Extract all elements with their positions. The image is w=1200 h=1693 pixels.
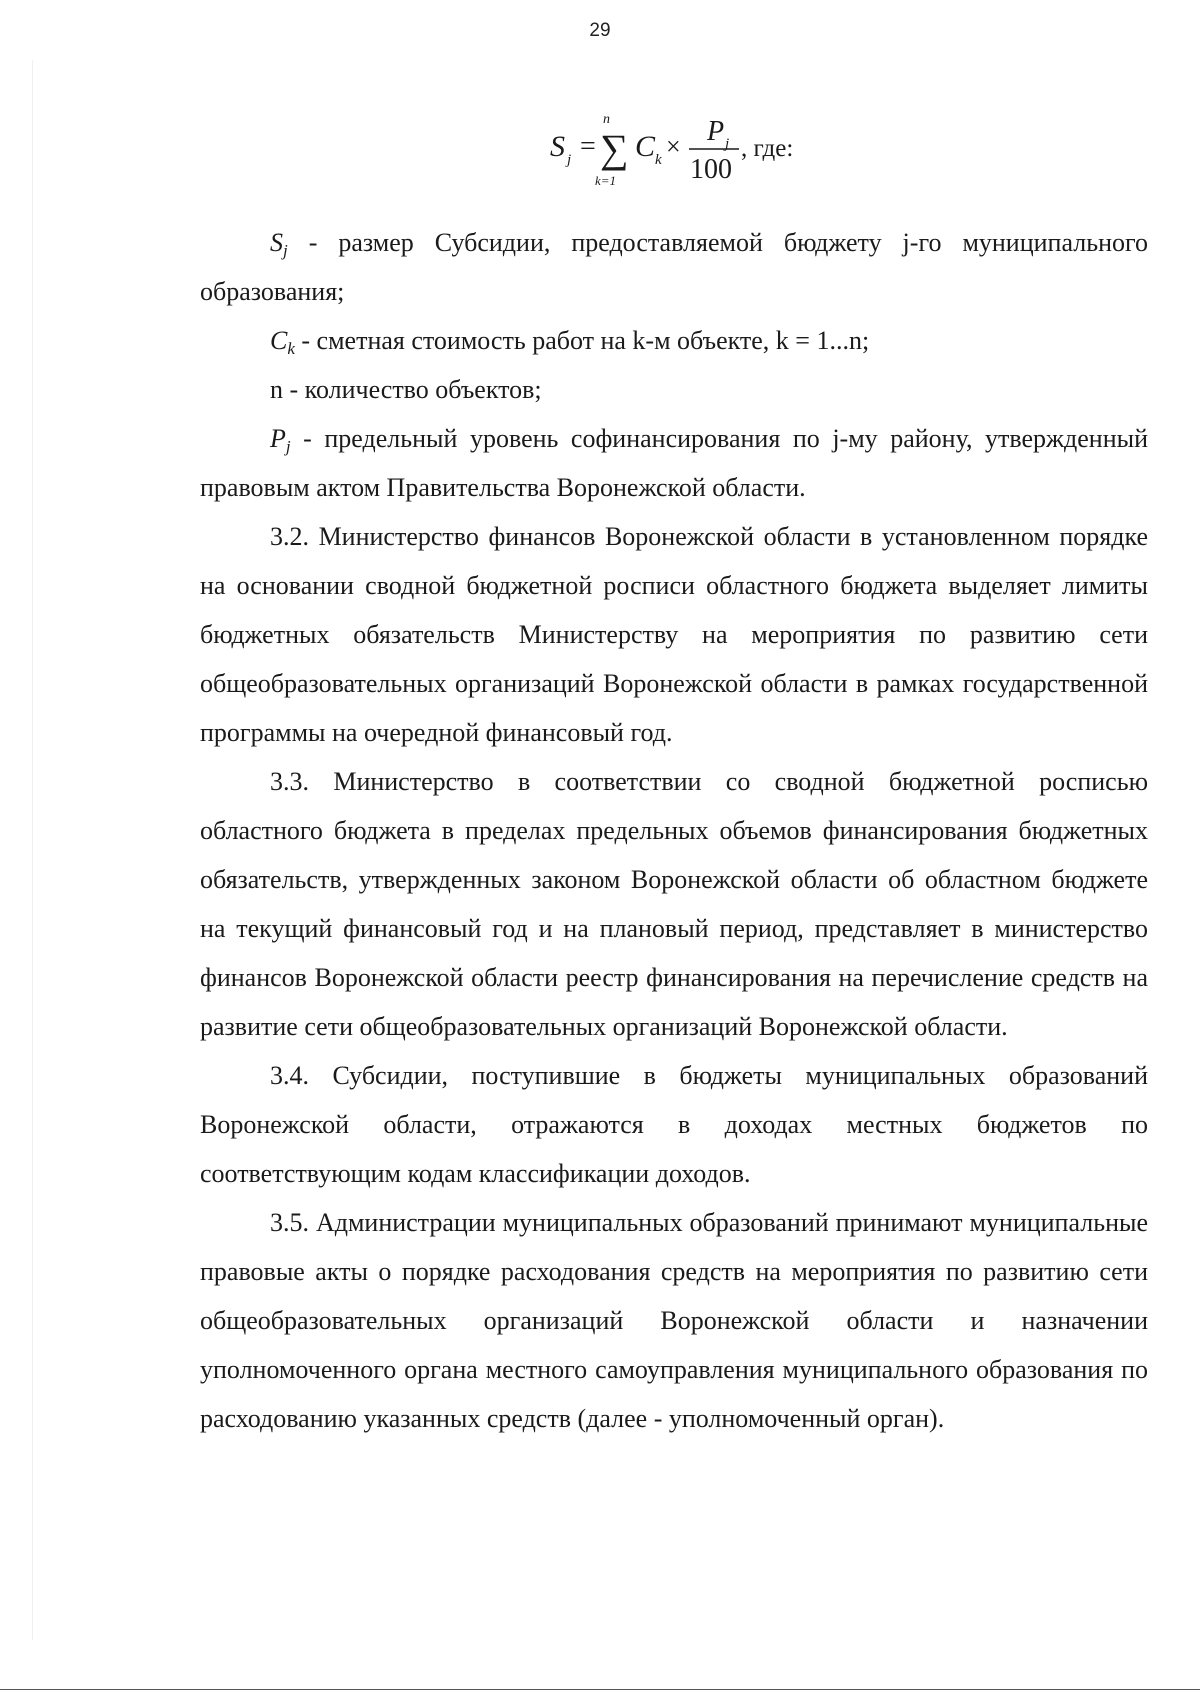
scan-edge-line xyxy=(32,60,33,1640)
formula-suffix: , где: xyxy=(741,135,794,162)
formula-denominator: 100 xyxy=(690,154,732,185)
definition-sj-text: - размер Субсидии, предоставляемой бюджету j-го муниципального образования; xyxy=(200,228,1148,306)
definition-n xyxy=(200,365,1148,414)
paragraph-3-5: 3.5. Администрации муниципальных образований принимают муниципальные правовые акты о порядке расходования средств на мероприятия по развитию сети общеобразовательных организаций Воронежской области и назначении уполномоченного органа местного самоуправления муниципального образования по расходованию указанных средств (далее - уполномоченный орган). xyxy=(200,1208,1148,1433)
formula-sum-lower: k=1 xyxy=(595,173,617,188)
formula-times: × xyxy=(666,132,681,161)
definition-pj xyxy=(200,414,1148,512)
paragraph-3-2: 3.2. Министерство финансов Воронежской области в установленном порядке на основании сводной бюджетной росписи областного бюджета выделяет лимиты бюджетных обязательств Министерству на мероприятия по развитию сети общеобразовательных организаций Воронежской области в рамках государственной программы на очередной финансовый год. xyxy=(200,522,1148,747)
page-number: 29 xyxy=(589,20,611,41)
definition-sj-subscript: j xyxy=(283,241,288,260)
definition-ck-symbol: C xyxy=(270,326,288,355)
formula-equals: = xyxy=(580,131,596,162)
subsidy-formula xyxy=(545,110,845,200)
definition-ck-subscript: k xyxy=(287,339,295,358)
definition-sj xyxy=(200,218,1148,316)
paragraph-3-4: 3.4. Субсидии, поступившие в бюджеты муниципальных образований Воронежской области, отражаются в доходах местных бюджетов по соответствующим кодам классификации доходов. xyxy=(200,1061,1148,1188)
formula-sum-upper: n xyxy=(603,112,610,127)
definition-pj-symbol: P xyxy=(270,424,286,453)
formula-term-symbol: C xyxy=(635,130,656,163)
definition-ck-text: - сметная стоимость работ на k-м объекте, k = 1...n; xyxy=(294,326,870,355)
definition-n-text: n - количество объектов; xyxy=(270,375,542,404)
definition-ck xyxy=(200,316,1148,365)
paragraph-3-3: 3.3. Министерство в соответствии со сводной бюджетной росписью областного бюджета в пределах предельных объемов финансирования бюджетных обязательств, утвержденных законом Воронежской области об областном бюджете на текущий финансовый год и на плановый период, представляет в министерство финансов Воронежской области реестр финансирования на перечисление средств на развитие сети общеобразовательных организаций Воронежской области. xyxy=(200,767,1148,1041)
formula-graphic xyxy=(545,110,845,200)
page-bottom-rule xyxy=(0,1689,1200,1690)
definition-pj-subscript: j xyxy=(285,437,291,456)
document-body xyxy=(200,218,1148,1443)
formula-lhs-subscript: j xyxy=(567,152,572,168)
formula-numerator-subscript: j xyxy=(725,136,730,152)
formula-sum-symbol: ∑ xyxy=(600,126,629,171)
definition-sj-symbol: S xyxy=(270,228,283,257)
definition-pj-text: - предельный уровень софинансирования по j-му району, утвержденный правовым актом Правительства Воронежской области. xyxy=(200,424,1148,502)
formula-term-subscript: k xyxy=(655,152,662,168)
formula-lhs-symbol: S xyxy=(550,130,565,163)
formula-numerator-symbol: P xyxy=(707,116,725,147)
